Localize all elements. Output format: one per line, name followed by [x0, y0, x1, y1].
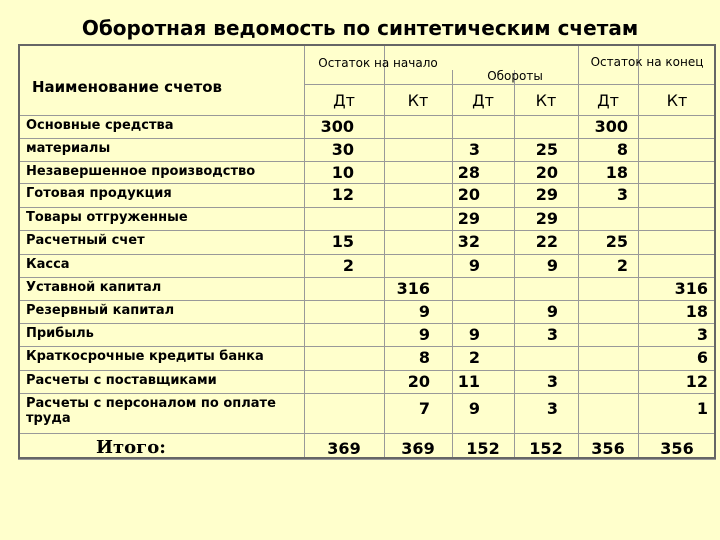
table-row	[18, 323, 716, 346]
amount-td: 11	[457, 372, 480, 391]
column-dt-header: Дт	[472, 91, 494, 110]
amount-tk: 22	[535, 232, 558, 251]
amount-tk: 25	[535, 140, 558, 159]
column-kt-header: Кт	[407, 91, 429, 110]
amount-cd: 3	[616, 185, 628, 204]
amount-cd: 18	[605, 163, 628, 182]
amount-cd: 2	[616, 256, 628, 275]
amount-od: 10	[331, 163, 354, 182]
amount-tk: 29	[535, 209, 558, 228]
account-name: материалы	[26, 141, 111, 156]
account-name: Прибыль	[26, 326, 94, 341]
account-name-header: Наименование счетов	[32, 78, 223, 96]
turnover-sheet-table	[18, 44, 716, 459]
account-name: Расчеты с персоналом по оплате труда	[26, 396, 276, 426]
amount-td: 32	[457, 232, 480, 251]
amount-od: 300	[320, 117, 354, 136]
amount-ok: 316	[396, 279, 430, 298]
amount-od: 15	[331, 232, 354, 251]
amount-tk: 29	[535, 185, 558, 204]
amount-td: 9	[468, 399, 480, 418]
amount-ok: 9	[418, 325, 430, 344]
account-name: Касса	[26, 257, 70, 272]
amount-ok: 7	[418, 399, 430, 418]
amount-tk: 3	[546, 399, 558, 418]
amount-tk: 20	[535, 163, 558, 182]
amount-td: 9	[468, 256, 480, 275]
amount-td: 29	[457, 209, 480, 228]
amount-ck: 6	[696, 348, 708, 367]
amount-td: 2	[468, 348, 480, 367]
account-name: Товары отгруженные	[26, 210, 188, 225]
amount-od: 12	[331, 185, 354, 204]
amount-ok: 20	[407, 372, 430, 391]
column-kt-header: Кт	[535, 91, 557, 110]
column-dt-header: Дт	[597, 91, 619, 110]
account-name: Расчеты с поставщиками	[26, 373, 217, 388]
total-od: 369	[327, 439, 361, 458]
amount-ck: 1	[696, 399, 708, 418]
amount-cd: 25	[605, 232, 628, 251]
account-name: Краткосрочные кредиты банка	[26, 349, 264, 364]
amount-cd: 8	[616, 140, 628, 159]
amount-ck: 3	[696, 325, 708, 344]
amount-td: 9	[468, 325, 480, 344]
total-ok: 369	[401, 439, 435, 458]
amount-td: 3	[468, 140, 480, 159]
amount-od: 30	[331, 140, 354, 159]
amount-cd: 300	[594, 117, 628, 136]
total-tk: 152	[529, 439, 563, 458]
amount-tk: 3	[546, 325, 558, 344]
amount-ck: 12	[685, 372, 708, 391]
account-name: Расчетный счет	[26, 233, 145, 248]
amount-tk: 9	[546, 302, 558, 321]
column-kt-header: Кт	[666, 91, 688, 110]
account-name: Резервный капитал	[26, 303, 175, 318]
total-ck: 356	[660, 439, 694, 458]
totals-label: Итого:	[96, 437, 166, 458]
account-name: Уставной капитал	[26, 280, 162, 295]
amount-tk: 3	[546, 372, 558, 391]
amount-ok: 9	[418, 302, 430, 321]
column-dt-header: Дт	[333, 91, 355, 110]
amount-td: 20	[457, 185, 480, 204]
amount-ck: 316	[674, 279, 708, 298]
total-cd: 356	[591, 439, 625, 458]
amount-od: 2	[342, 256, 354, 275]
turnover-header: Обороты	[487, 69, 543, 83]
account-name: Основные средства	[26, 118, 174, 133]
closing-balance-header: Остаток на конец	[590, 55, 704, 69]
amount-td: 28	[457, 163, 480, 182]
account-name: Незавершенное производство	[26, 164, 256, 179]
total-td: 152	[466, 439, 500, 458]
page-title: Оборотная ведомость по синтетическим счетам	[81, 16, 639, 40]
amount-tk: 9	[546, 256, 558, 275]
row-divider	[18, 459, 716, 460]
amount-ck: 18	[685, 302, 708, 321]
account-name: Готовая продукция	[26, 186, 172, 201]
amount-ok: 8	[418, 348, 430, 367]
opening-balance-header: Остаток на начало	[318, 56, 438, 70]
